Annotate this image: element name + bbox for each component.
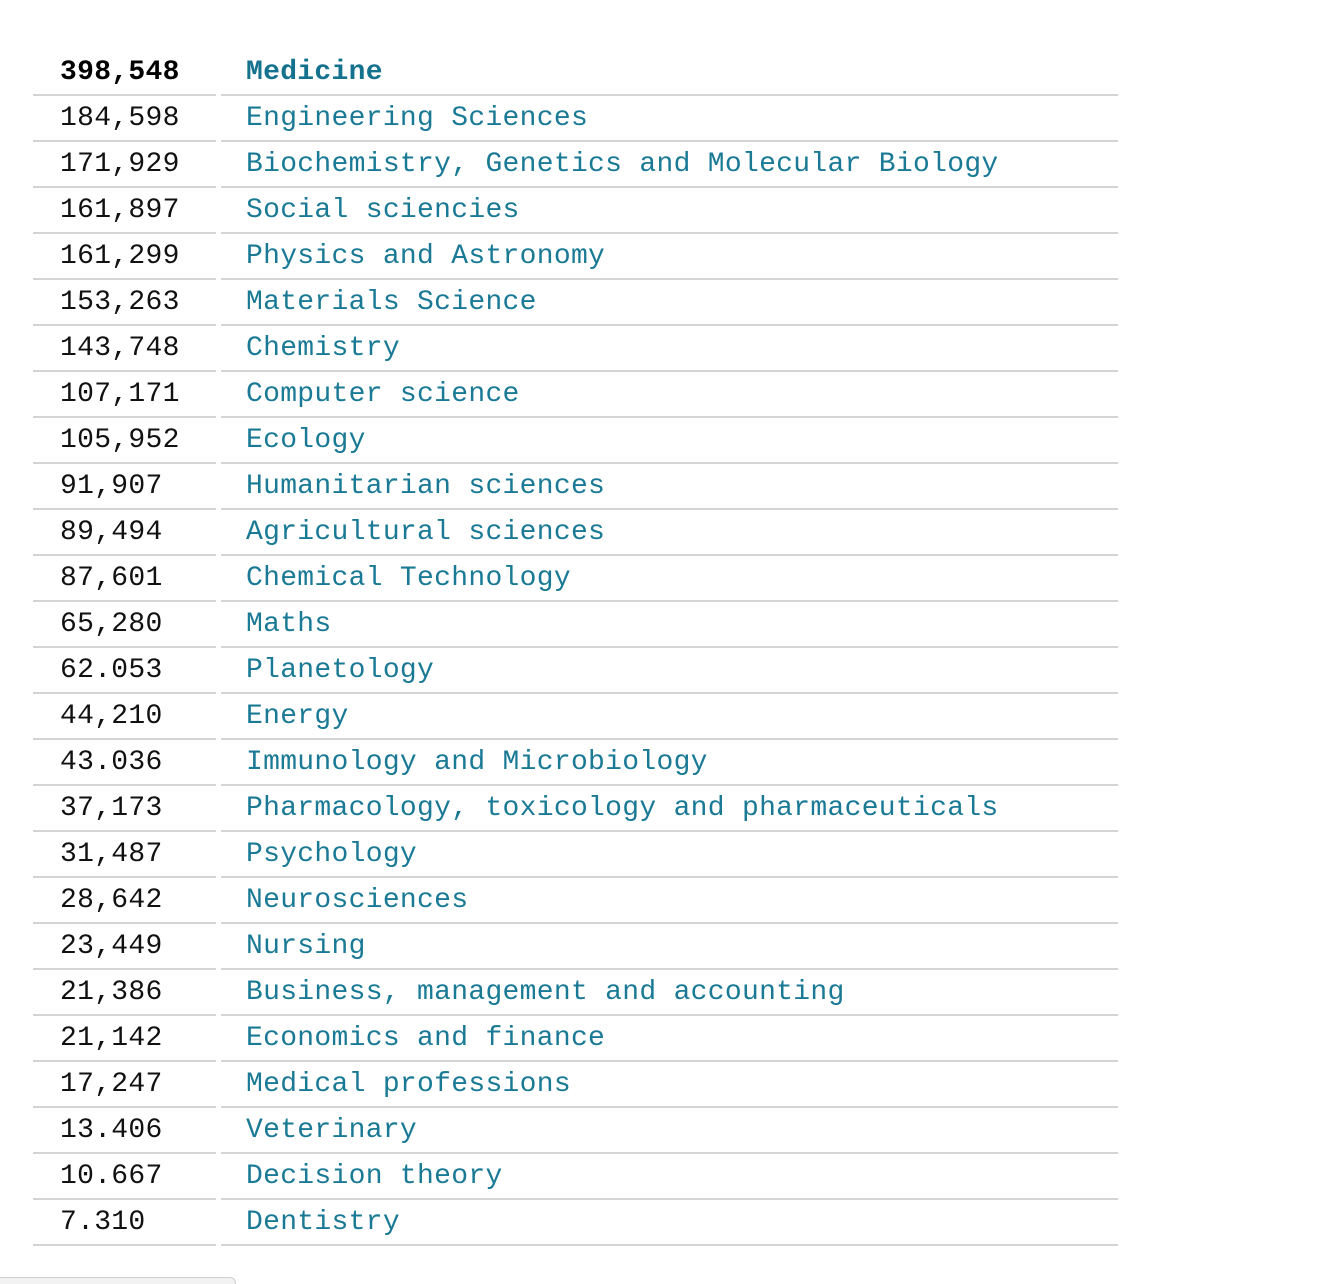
paper-count: 13.406 bbox=[33, 1108, 216, 1154]
field-link[interactable]: Pharmacology, toxicology and pharmaceuticals bbox=[221, 786, 1118, 832]
paper-count: 21,142 bbox=[33, 1016, 216, 1062]
paper-count: 143,748 bbox=[33, 326, 216, 372]
table-row bbox=[33, 280, 1118, 326]
table-row bbox=[33, 740, 1118, 786]
paper-count: 44,210 bbox=[33, 694, 216, 740]
table-row bbox=[33, 96, 1118, 142]
table-row bbox=[33, 142, 1118, 188]
field-link[interactable]: Social sciencies bbox=[221, 188, 1118, 234]
paper-count: 87,601 bbox=[33, 556, 216, 602]
table-row bbox=[33, 924, 1118, 970]
table-row bbox=[33, 188, 1118, 234]
paper-count: 89,494 bbox=[33, 510, 216, 556]
table-row bbox=[33, 1200, 1118, 1246]
paper-count: 161,299 bbox=[33, 234, 216, 280]
paper-count: 171,929 bbox=[33, 142, 216, 188]
field-link[interactable]: Humanitarian sciences bbox=[221, 464, 1118, 510]
paper-count: 62.053 bbox=[33, 648, 216, 694]
paper-count: 91,907 bbox=[33, 464, 216, 510]
table-row bbox=[33, 1154, 1118, 1200]
table-row bbox=[33, 464, 1118, 510]
table-row bbox=[33, 878, 1118, 924]
table-row bbox=[33, 602, 1118, 648]
table-row bbox=[33, 234, 1118, 280]
paper-count: 43.036 bbox=[33, 740, 216, 786]
table-row bbox=[33, 372, 1118, 418]
table-row bbox=[33, 556, 1118, 602]
field-link[interactable]: Agricultural sciences bbox=[221, 510, 1118, 556]
table-row bbox=[33, 786, 1118, 832]
paper-count: 161,897 bbox=[33, 188, 216, 234]
field-link[interactable]: Chemistry bbox=[221, 326, 1118, 372]
field-link[interactable]: Energy bbox=[221, 694, 1118, 740]
field-link[interactable]: Biochemistry, Genetics and Molecular Biology bbox=[221, 142, 1118, 188]
table-row bbox=[33, 832, 1118, 878]
paper-count: 398,548 bbox=[33, 50, 216, 96]
table-row bbox=[33, 1108, 1118, 1154]
horizontal-scrollbar[interactable] bbox=[0, 1277, 236, 1284]
table-row bbox=[33, 694, 1118, 740]
table-row bbox=[33, 50, 1118, 96]
paper-count: 105,952 bbox=[33, 418, 216, 464]
field-link[interactable]: Nursing bbox=[221, 924, 1118, 970]
paper-count: 184,598 bbox=[33, 96, 216, 142]
field-link[interactable]: Ecology bbox=[221, 418, 1118, 464]
paper-count: 107,171 bbox=[33, 372, 216, 418]
field-link[interactable]: Physics and Astronomy bbox=[221, 234, 1118, 280]
field-link[interactable]: Decision theory bbox=[221, 1154, 1118, 1200]
paper-count: 23,449 bbox=[33, 924, 216, 970]
field-link[interactable]: Computer science bbox=[221, 372, 1118, 418]
field-link[interactable]: Veterinary bbox=[221, 1108, 1118, 1154]
paper-count: 7.310 bbox=[33, 1200, 216, 1246]
table-row bbox=[33, 418, 1118, 464]
table-row bbox=[33, 510, 1118, 556]
field-link[interactable]: Engineering Sciences bbox=[221, 96, 1118, 142]
paper-count: 21,386 bbox=[33, 970, 216, 1016]
field-link[interactable]: Economics and finance bbox=[221, 1016, 1118, 1062]
paper-count: 17,247 bbox=[33, 1062, 216, 1108]
field-link[interactable]: Business, management and accounting bbox=[221, 970, 1118, 1016]
field-link[interactable]: Medicine bbox=[221, 50, 1118, 96]
field-link[interactable]: Dentistry bbox=[221, 1200, 1118, 1246]
field-link[interactable]: Neurosciences bbox=[221, 878, 1118, 924]
table-row bbox=[33, 970, 1118, 1016]
field-link[interactable]: Immunology and Microbiology bbox=[221, 740, 1118, 786]
table-row bbox=[33, 1062, 1118, 1108]
fields-table bbox=[33, 50, 1118, 1246]
field-link[interactable]: Medical professions bbox=[221, 1062, 1118, 1108]
field-link[interactable]: Planetology bbox=[221, 648, 1118, 694]
table-row bbox=[33, 1016, 1118, 1062]
field-link[interactable]: Chemical Technology bbox=[221, 556, 1118, 602]
paper-count: 31,487 bbox=[33, 832, 216, 878]
field-link[interactable]: Psychology bbox=[221, 832, 1118, 878]
field-link[interactable]: Materials Science bbox=[221, 280, 1118, 326]
field-link[interactable]: Maths bbox=[221, 602, 1118, 648]
paper-count: 37,173 bbox=[33, 786, 216, 832]
paper-count: 10.667 bbox=[33, 1154, 216, 1200]
table-row bbox=[33, 326, 1118, 372]
paper-count: 153,263 bbox=[33, 280, 216, 326]
paper-count: 65,280 bbox=[33, 602, 216, 648]
paper-count: 28,642 bbox=[33, 878, 216, 924]
table-row bbox=[33, 648, 1118, 694]
